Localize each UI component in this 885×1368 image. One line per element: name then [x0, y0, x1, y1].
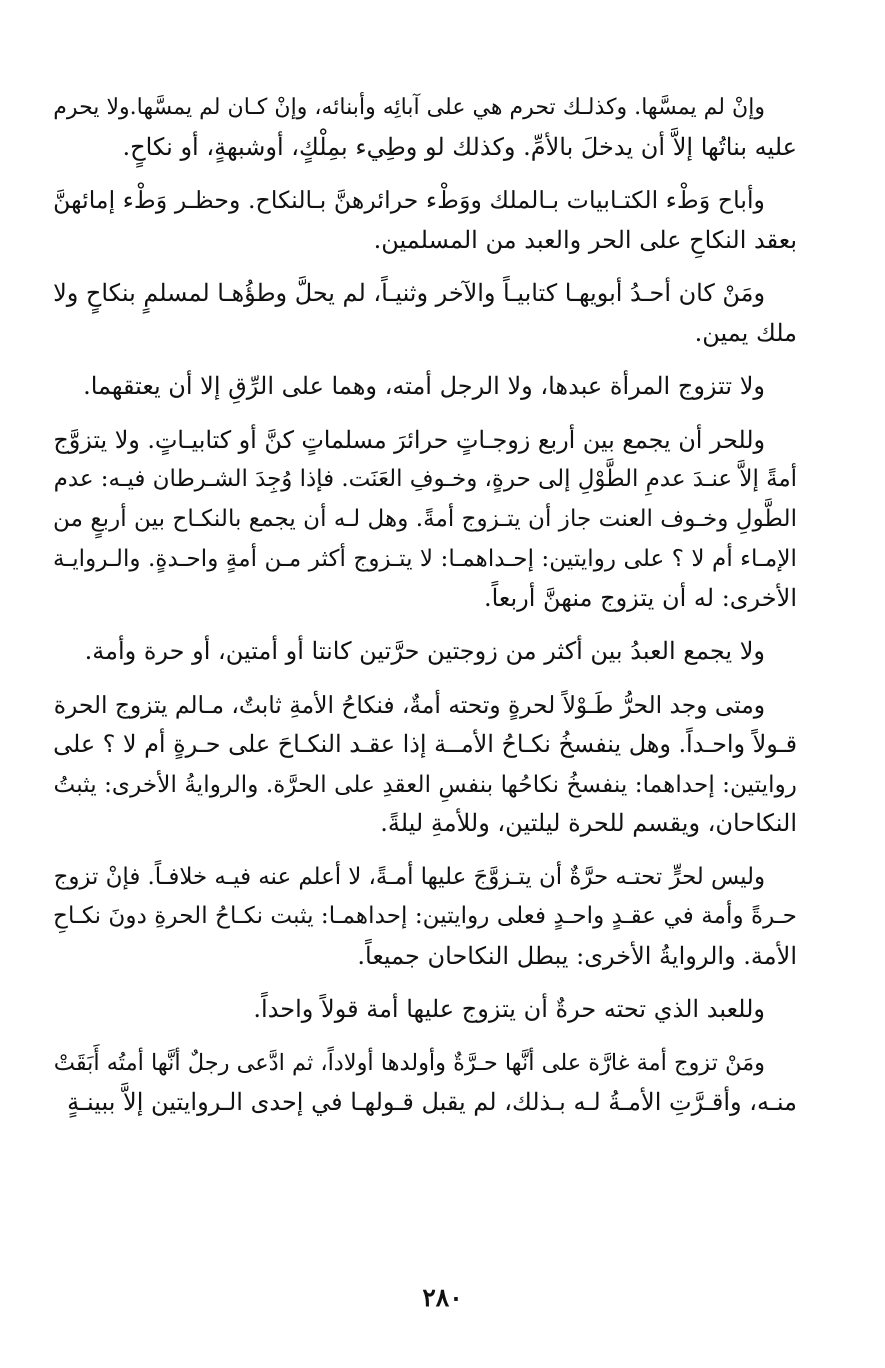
paragraph — [53, 367, 797, 407]
paragraph — [53, 1044, 797, 1123]
text-line: الإمـاء أم لا ؟ على روايتين: إحـداهمـا: لا يتـزوج أكثر مـن أمةٍ واحـدةٍ. والـروايـة — [53, 545, 797, 572]
paragraph — [53, 274, 797, 353]
text-line: ومتى وجد الحرُّ طَـوْلاً لحرةٍ وتحته أمةٌ، فنكاحُ الأمةِ ثابتٌ، مـالم يتزوج الحرة — [53, 691, 765, 719]
text-line: منـه، وأقـرَّتِ الأمـةُ لـه بـذلك، لم يقبل قـولهـا في إحدى الـروايتين إلاَّ ببينـةٍ — [67, 1088, 797, 1116]
text-line: وللحر أن يجمع بين أربع زوجـاتٍ حرائرَ مسلماتٍ كنَّ أو كتابيـاتٍ. ولا يتزوَّج — [53, 425, 765, 454]
text-body — [53, 88, 797, 1123]
paragraph — [53, 421, 797, 619]
text-line: وأباح وَطْء الكتـابيات بـالملك ووَطْء حرائرهنَّ بـالنكاح. وحظـر وَطْء إمائهنَّ — [53, 186, 765, 214]
page-number: ٢٨٠ — [422, 1283, 463, 1312]
text-line: روايتين: إحداهما: ينفسخُ نكاحُها بنفسِ العقدِ على الحرَّة. والروايةُ الأخرى: يثبتُ — [53, 770, 797, 798]
text-line: وللعبد الذي تحته حرةٌ أن يتزوج عليها أمة قولاً واحداً. — [253, 995, 765, 1023]
text-line: ملك يمين. — [694, 318, 797, 347]
text-line: ولا تتزوج المرأة عبدها، ولا الرجل أمته، وهما على الرِّقِ إلا أن يعتقهما. — [83, 372, 765, 400]
text-line: وليس لحرٍّ تحتـه حرَّةٌ أن يتـزوَّجَ عليها أمـةً، لا أعلم عنه فيـه خلافـاً. فإنْ تزوج — [53, 863, 765, 890]
paragraph — [53, 858, 797, 977]
text-line: أمةً إلاَّ عنـدَ عدمِ الطَّوْلِ إلى حرةٍ، وخـوفِ العَنَت. فإذا وُجِدَ الشـرطان فيـه: عدم — [53, 466, 797, 492]
paragraph — [53, 88, 797, 167]
text-line: ولا يجمع العبدُ بين أكثر من زوجتين حرَّتين كانتا أو أمتين، أو حرة وأمة. — [84, 637, 765, 665]
text-line: حـرةً وأمة في عقـدٍ واحـدٍ فعلى روايتين: إحداهمـا: يثبت نكـاحُ الحرةِ دونَ نكـاحِ — [53, 903, 797, 929]
text-line: ومَنْ تزوج أمة غارَّة على أنَّها حـرَّةٌ وأولدها أولاداً، ثم ادَّعى رجلٌ أنَّها أمتُه أَبَقَتْ — [53, 1049, 765, 1076]
text-line: الطَّولِ وخـوف العنت جاز أن يتـزوج أمةً. وهل لـه أن يجمع بالنكـاح بين أربعٍ من — [53, 505, 797, 532]
paragraph — [53, 181, 797, 260]
text-line: النكاحان، ويقسم للحرة ليلتين، وللأمةِ ليلةً. — [380, 809, 797, 837]
text-line: الأمة. والروايةُ الأخرى: يبطل النكاحان جميعاً. — [357, 941, 797, 970]
text-line: بعقد النكاحِ على الحر والعبد من المسلمين. — [373, 225, 797, 254]
text-line: عليه بناتُها إلاَّ أن يدخلَ بالأمِّ. وكذلك لو وطِيء بمِلْكٍ، أوشبهةٍ، أو نكاحٍ. — [122, 132, 797, 161]
text-line: ومَنْ كان أحـدُ أبويهـا كتابيـاً والآخر وثنيـاً، لم يحلَّ وطؤُهـا لمسلمٍ بنكاحٍ ولا — [53, 279, 765, 307]
paragraph — [53, 632, 797, 672]
paragraph — [53, 686, 797, 844]
text-line: وإنْ لم يمسَّها. وكذلـك تحرم هي على آبائِه وأبنائه، وإنْ كـان لم يمسَّها.ولا يحرم — [53, 95, 765, 120]
text-line: الأخرى: له أن يتزوج منهنَّ أربعاً. — [483, 583, 797, 612]
text-line: قـولاً واحـداً. وهل ينفسخُ نكـاحُ الأمــة إذا عقـد النكـاحَ على حـرةٍ أم لا ؟ على — [53, 730, 797, 758]
paragraph — [53, 990, 797, 1030]
